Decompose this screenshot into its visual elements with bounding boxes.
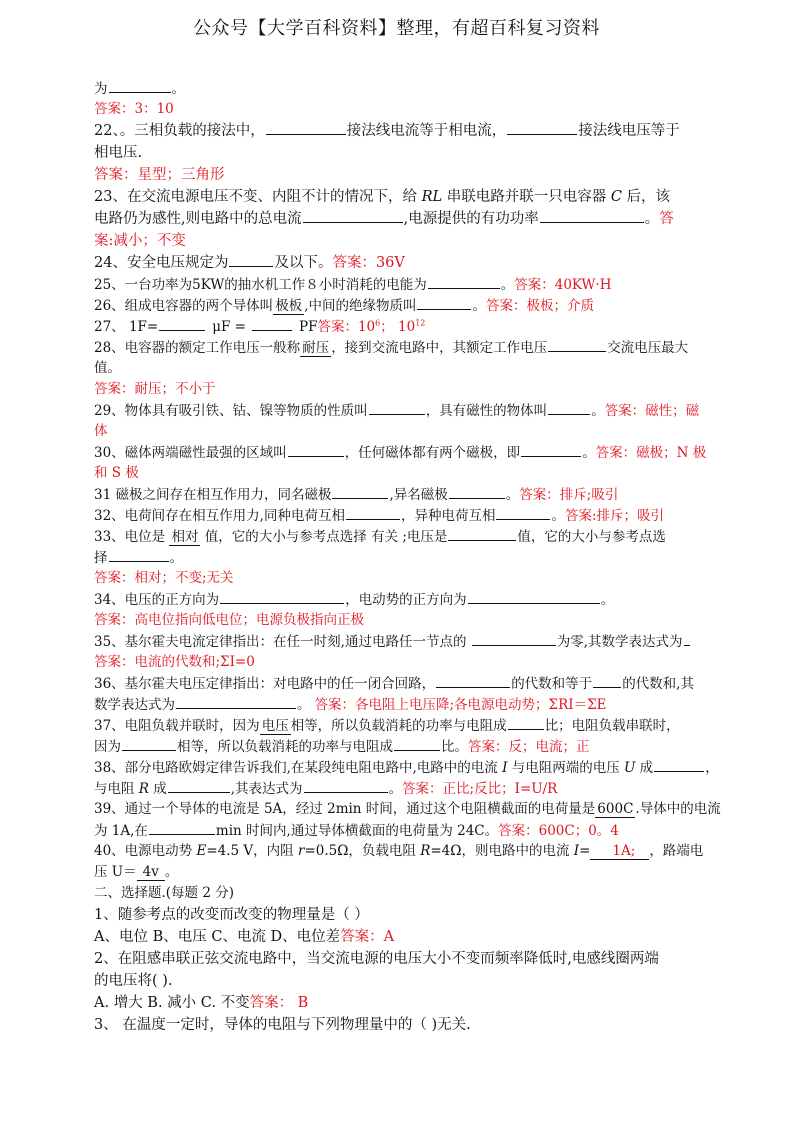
q24-answer: 答案：36V (332, 255, 405, 271)
q33-answer: 答案：相对；不变;无关 (94, 570, 234, 586)
q40-i: I (573, 843, 580, 859)
q34-text-c: 。 (600, 592, 615, 608)
q29-text-a: 29、物体具有吸引铁、钴、镍等物质的性质叫 (94, 403, 368, 419)
q23-line1 (94, 186, 719, 208)
q27-exp1: 6 (375, 318, 381, 328)
q35-answer: 答案：电流的代数和;ΣI=0 (94, 654, 255, 670)
q33-text-c: 值，它的大小与参考点选 (517, 529, 666, 545)
mc3-question: 3、 在温度一定时，导体的电阻与下列物理量中的（ )无关. (94, 1017, 471, 1033)
q28-text-c: 交流电压最大 (607, 340, 689, 356)
blank (109, 78, 171, 93)
q22-line1 (94, 120, 719, 142)
q32-answer: 答案:排斥；吸引 (564, 508, 665, 524)
q24-text-b: 及以下。 (274, 255, 333, 271)
blank (593, 673, 621, 688)
q27-text-c: PF (299, 319, 318, 335)
q28-fill: 耐压 (302, 340, 330, 356)
q22-text-c: 接法线电压等于 (578, 123, 680, 139)
q29-answer: 体 (94, 423, 108, 439)
q30-text-c: 。 (582, 445, 596, 461)
q37-text-a: 37、电阻负载并联时，因为 (94, 718, 260, 734)
q26-answer: 答案：极板；介质 (485, 298, 594, 314)
mc2-options-text: A. 增大 B. 减小 C. 不变 (94, 995, 250, 1011)
q40-line1 (94, 841, 719, 862)
blank (394, 736, 440, 751)
q40-text-h: 压 U＝ (94, 864, 137, 880)
mc1-question: 1、随参考点的改变而改变的物理量是（ ） (94, 907, 369, 923)
blank (266, 120, 346, 135)
q37-text-f: 比。 (441, 739, 468, 755)
q40-e: E (196, 843, 207, 859)
q31-line (94, 484, 719, 505)
mc1-options (94, 926, 719, 948)
q38-text-b: 与电阻两端的电压 (507, 760, 624, 776)
q35-text-a: 35、基尔霍夫电流定律指出：在任一时刻,通过电路任一节点的 (94, 634, 471, 650)
q26-line (94, 295, 719, 316)
q39-text-a: 39、通过一个导体的电流是 5A，经过 2min 时间，通过这个电阻横截面的电荷量是 (94, 801, 596, 817)
q36-line2 (94, 694, 719, 715)
q38-text-a: 38、部分电路欧姆定律告诉我们,在某段纯电阻电路中,电路中的电流 (94, 760, 503, 776)
q33-text-e: 。 (169, 550, 183, 566)
blank (448, 526, 516, 541)
blank (220, 589, 344, 604)
q40-text-g: ，路端电 (649, 843, 704, 859)
q25-line (94, 274, 719, 295)
blank (654, 757, 704, 772)
q39-fill: 600C (597, 801, 634, 817)
q21-end: 。 (171, 81, 185, 97)
q30-text-a: 30、磁体两端磁性最强的区域叫 (94, 445, 287, 461)
blank (159, 316, 205, 331)
blank (684, 631, 690, 646)
q40-text-d: =4Ω，则电路中的电流 (430, 843, 574, 859)
q36-answer: 答案：各电阻上电压降;各电源电动势；ΣRI＝ΣE (314, 697, 607, 713)
q33-line2 (94, 547, 719, 568)
q33-text-a: 33、电位是 (94, 529, 170, 545)
q39-text-c: 为 1A,在 (94, 823, 148, 839)
blank (346, 505, 400, 520)
q32-line (94, 505, 719, 526)
q39-text-d: min 时间内,通过导体横截面的电荷量为 24C。 (215, 823, 499, 839)
mc2-question2: 的电压将( ). (94, 973, 173, 989)
q31-text-a: 31 磁极之间存在相互作用力，同名磁极 (94, 487, 332, 503)
q40-text-k: 。 (164, 864, 179, 880)
q21-line (94, 78, 719, 99)
document-body (94, 78, 719, 1036)
q28-text-b: ，接到交流电路中，其额定工作电压 (331, 340, 548, 356)
blank (496, 505, 550, 520)
q39-answer: 答案：600C；0。4 (498, 823, 619, 839)
q28-answer: 答案：耐压；不小于 (94, 381, 216, 397)
q34-answer: 答案：高电位指向低电位；电源负极指向正极 (94, 612, 364, 628)
blank (109, 547, 169, 562)
q24-text-a: 24、安全电压规定为 (94, 255, 229, 271)
q25-answer: 答案：40KW·H (514, 277, 612, 293)
q22-text-a: 22、。三相负载的接法中， (94, 123, 265, 139)
q25-text-b: 。 (500, 277, 515, 293)
q38-text-d: ， (705, 760, 719, 776)
q22-answer: 答案：星型；三角形 (94, 167, 225, 183)
q23-answer-a: 答 (659, 211, 674, 227)
q27-answer-b: ； 10 (380, 319, 416, 335)
q32-text-a: 32、电荷间存在相互作用力,同种电荷互相 (94, 508, 345, 524)
q26-fill: 极板 (275, 298, 303, 314)
blank (548, 337, 606, 352)
q23-text-b: 串联电路并联一只电容器 (442, 189, 611, 205)
q36-text-e: 。 (297, 697, 311, 713)
blank (548, 400, 590, 415)
q36-text-c: 的代数和,其 (622, 676, 694, 692)
blank (332, 484, 388, 499)
blank (472, 631, 556, 646)
q27-answer-a: 答案：10 (317, 319, 376, 335)
blank (417, 295, 471, 310)
q28-text-a: 28、电容器的额定工作电压一般称 (94, 340, 301, 356)
q23-line2 (94, 208, 719, 230)
q39-line1 (94, 799, 719, 820)
mc1-answer: 答案：A (340, 929, 395, 945)
q37-text-b: 相等，所以负载消耗的功率与电阻成 (290, 718, 507, 734)
q31-text-b: ,异名磁极 (389, 487, 448, 503)
q37-line1 (94, 715, 719, 736)
blank (168, 778, 230, 793)
q31-text-c: 。 (505, 487, 520, 503)
q34-text-a: 34、电压的正方向为 (94, 592, 220, 608)
q38-text-g: ,其表达式为 (230, 781, 303, 797)
q25-text-a: 25、一台功率为5KW的抽水机工作８小时消耗的电能为 (94, 277, 427, 293)
q27-line (94, 316, 719, 337)
q40-text-c: =0.5Ω，负载电阻 (304, 843, 421, 859)
blank (540, 208, 644, 223)
q38-text-c: 成 (635, 760, 654, 776)
blank (449, 484, 505, 499)
q38-text-f: 成 (148, 781, 167, 797)
q26-text-b: ,中间的绝缘物质叫 (304, 298, 417, 314)
q37-text-d: 因为 (94, 739, 121, 755)
q32-text-b: ，异种电荷互相 (400, 508, 496, 524)
q27-text-a: 27、 1F= (94, 319, 159, 335)
q33-text-b: 值，它的大小与参考点选择 有关 ;电压是 (200, 529, 448, 545)
q22-text-b: 接法线电流等于相电流， (346, 123, 507, 139)
blank (122, 736, 176, 751)
mc2-question1: 2、在阻感串联正弦交流电路中，当交流电源的电压大小不变而频率降低时,电感线圈两端 (94, 951, 659, 967)
q40-text-a: 40、电源电动势 (94, 843, 197, 859)
q38-line2 (94, 778, 719, 799)
q38-answer: 答案：正比;反比；I=U/R (402, 781, 558, 797)
q30-answer-a: 答案：磁极；N 极 (595, 445, 707, 461)
q28-line1 (94, 337, 719, 358)
q21-text: 为 (94, 81, 108, 97)
q40-text-b: =4.5 V，内阻 (206, 843, 298, 859)
q37-line2 (94, 736, 719, 757)
blank (507, 120, 577, 135)
q29-text-b: ，具有磁性的物体叫 (425, 403, 548, 419)
q21-answer: 答案：3：10 (94, 101, 174, 117)
q36-text-b: 的代数和等于 (511, 676, 593, 692)
q23-text-a: 23、在交流电源电压不变、内阻不计的情况下，给 (94, 189, 422, 205)
q33-text-d: 择 (94, 550, 108, 566)
q38-text-e: 与电阻 (94, 781, 139, 797)
blank (288, 442, 344, 457)
q37-text-e: 相等，所以负载消耗的功率与电阻成 (177, 739, 393, 755)
blank (303, 208, 403, 223)
q35-text-b: 为零,其数学表达式为 (556, 634, 683, 650)
q27-answer (317, 319, 425, 335)
q35-line (94, 631, 719, 652)
q27-exp2: 12 (415, 318, 426, 328)
q23-c: C (610, 189, 622, 205)
q23-text-c: 后，该 (621, 189, 671, 205)
q23-text-e: ,电源提供的有功功率 (403, 211, 539, 227)
mc2-options (94, 992, 719, 1014)
blank (149, 820, 215, 835)
q39-text-b: .导体中的电流 (635, 801, 721, 817)
q38-i: I (502, 760, 508, 776)
q29-answer-a: 答案：磁性；磁 (604, 403, 700, 419)
q23-answer: 案:减小；不变 (94, 233, 186, 249)
q36-text-d: 数学表达式为 (94, 697, 175, 713)
blank (176, 694, 296, 709)
section2-title: 二、选择题.(每题 2 分) (94, 885, 234, 901)
q31-answer: 答案：排斥;吸引 (519, 487, 619, 503)
blank (508, 715, 544, 730)
q40-rr: R (420, 843, 431, 859)
q36-line1 (94, 673, 719, 694)
blank (521, 442, 581, 457)
q26-text-a: 26、组成电容器的两个导体叫 (94, 298, 274, 314)
q33-fill: 相对 (171, 529, 199, 545)
q37-answer: 答案：反；电流；正 (468, 739, 590, 755)
blank (304, 778, 388, 793)
blank (369, 400, 425, 415)
q38-r: R (138, 781, 149, 797)
mc1-options-text: A、电位 B、电压 C、电流 D、电位差 (94, 929, 341, 945)
q29-text-c: 。 (591, 403, 605, 419)
q23-rl: RL (421, 189, 443, 205)
q36-text-a: 36、基尔霍夫电压定律指出：对电路中的任一闭合回路， (94, 676, 436, 692)
blank (229, 252, 273, 267)
q32-text-c: 。 (551, 508, 565, 524)
q30-text-b: ，任何磁体都有两个磁极，即 (344, 445, 521, 461)
q26-text-c: 。 (472, 298, 486, 314)
q28-line2: 值。 (94, 360, 121, 376)
blank (468, 589, 600, 604)
blank (428, 274, 500, 289)
q40-r0: r (297, 843, 305, 859)
q37-text-c: 比；电阻负载串联时， (544, 718, 680, 734)
q30-answer: 和 S 极 (94, 465, 139, 481)
blank (436, 673, 510, 688)
q40-line2 (94, 862, 719, 883)
q38-line1 (94, 757, 719, 778)
q29-line1 (94, 400, 719, 421)
q40-text-f: = (579, 843, 591, 859)
q40-fill1: 1A; (590, 843, 649, 860)
q34-line (94, 589, 719, 610)
q38-text-h: 。 (388, 781, 403, 797)
q37-fill: 电压 (261, 718, 289, 734)
q38-u: U (624, 760, 636, 776)
q23-text-d: 电路仍为感性,则电路中的总电流 (94, 211, 302, 227)
q24-line (94, 252, 719, 274)
q27-text-b: μF = (212, 319, 246, 335)
q33-line1 (94, 526, 719, 547)
q30-line1 (94, 442, 719, 463)
mc2-answer: 答案： B (249, 995, 309, 1011)
q22-line2: 相电压. (94, 145, 143, 161)
q40-fill2: 4v (137, 864, 165, 881)
page-header: 公众号【大学百科资料】整理，有超百科复习资料 (193, 18, 600, 39)
q23-text-f: 。 (644, 211, 660, 227)
blank (252, 316, 292, 331)
q39-line2 (94, 820, 719, 841)
q34-text-b: ，电动势的正方向为 (345, 592, 467, 608)
